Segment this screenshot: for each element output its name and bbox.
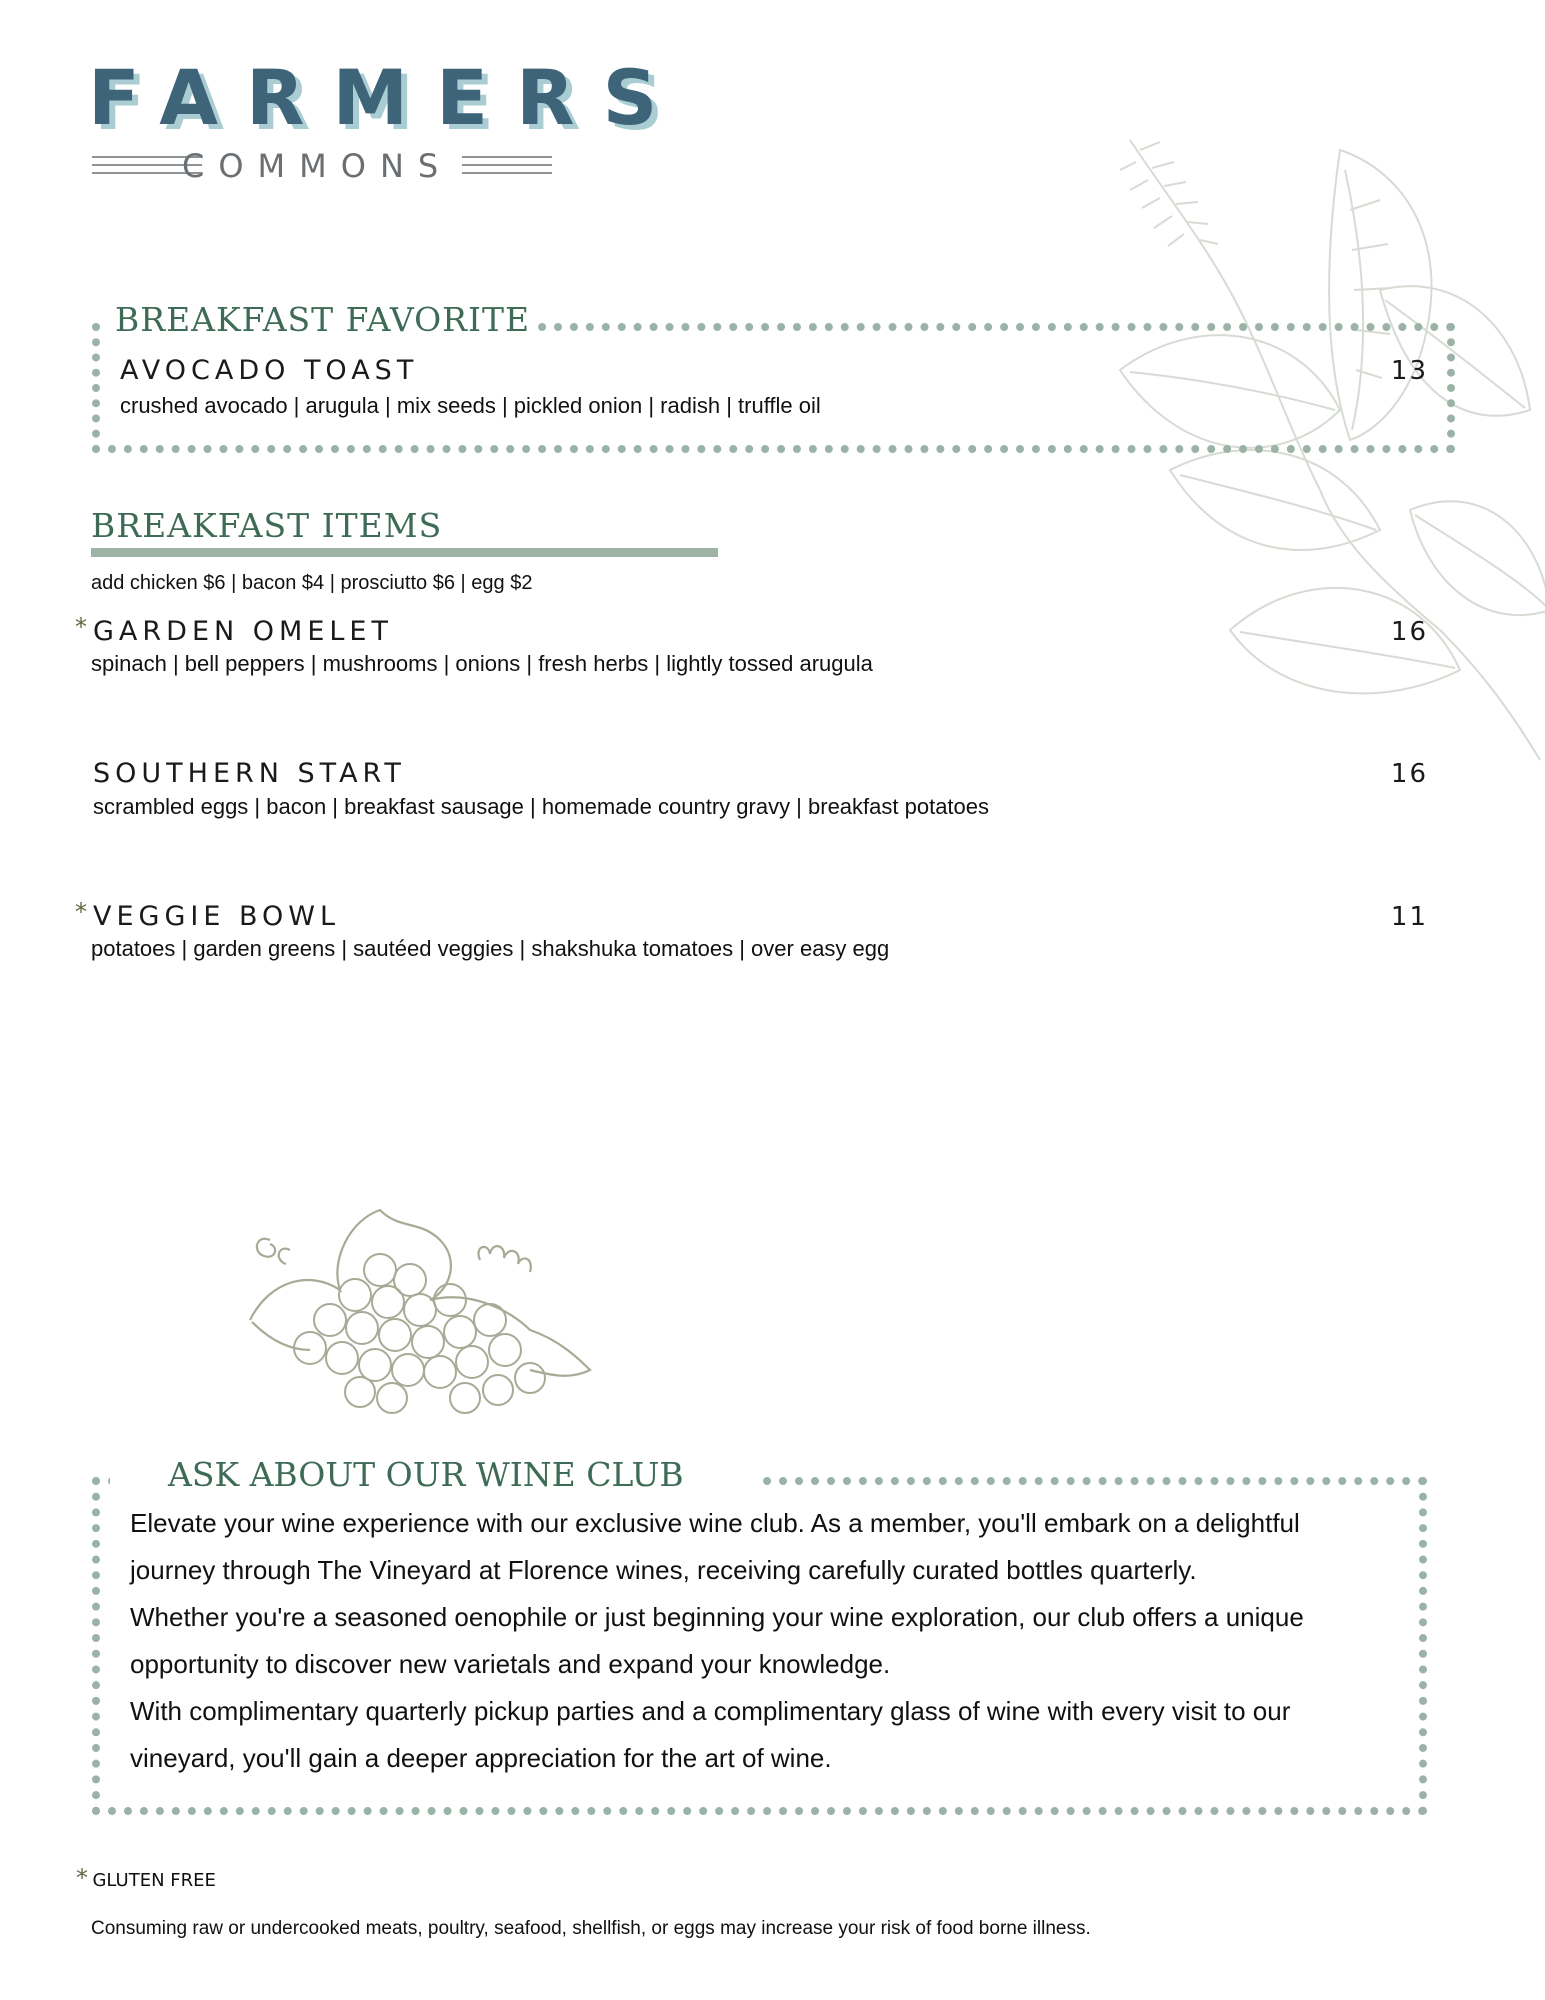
breakfast-items-underline bbox=[91, 548, 718, 557]
garden-omelet-description: spinach | bell peppers | mushrooms | onions | fresh herbs | lightly tossed arugula bbox=[91, 651, 873, 676]
gluten-free-star-icon: * bbox=[75, 898, 87, 926]
grape-cluster-illustration bbox=[230, 1200, 600, 1420]
wine-club-description bbox=[130, 1500, 1390, 1782]
veggie-bowl-price: 11 bbox=[1390, 902, 1428, 932]
food-safety-disclaimer: Consuming raw or undercooked meats, poultry, seafood, shellfish, or eggs may increase your risk of food borne illness. bbox=[91, 1918, 1091, 1939]
breakfast-items-heading: BREAKFAST ITEMS bbox=[91, 506, 443, 545]
gluten-free-label: GLUTEN FREE bbox=[92, 1870, 216, 1891]
avocado-toast-description: crushed avocado | arugula | mix seeds | pickled onion | radish | truffle oil bbox=[120, 393, 821, 418]
southern-start-description: scrambled eggs | bacon | breakfast sausage | homemade country gravy | breakfast potatoes bbox=[93, 794, 990, 819]
wine-club-line: opportunity to discover new varietals and expand your knowledge. bbox=[130, 1649, 891, 1679]
wine-club-line: vineyard, you'll gain a deeper appreciation for the art of wine. bbox=[130, 1743, 832, 1773]
logo-wordmark: FARMERS bbox=[88, 53, 686, 142]
gluten-free-star-icon: * bbox=[76, 1864, 88, 1892]
southern-start-name: SOUTHERN START bbox=[93, 758, 406, 789]
veggie-bowl-name: VEGGIE BOWL bbox=[93, 901, 341, 932]
logo-sub-text: COMMONS bbox=[182, 147, 453, 185]
gluten-free-legend bbox=[76, 1866, 216, 1891]
gluten-free-star-icon: * bbox=[75, 613, 87, 641]
wine-club-line: journey through The Vineyard at Florence wines, receiving carefully curated bottles quarterly. bbox=[130, 1555, 1197, 1585]
wine-club-line: With complimentary quarterly pickup parties and a complimentary glass of wine with every visit to our bbox=[130, 1696, 1291, 1726]
avocado-toast-price: 13 bbox=[1390, 356, 1428, 386]
veggie-bowl-description: potatoes | garden greens | sautéed veggies | shakshuka tomatoes | over easy egg bbox=[91, 936, 890, 961]
wine-club-heading: ASK ABOUT OUR WINE CLUB bbox=[168, 1455, 684, 1494]
wine-club-line: Whether you're a seasoned oenophile or just beginning your wine exploration, our club offers a unique bbox=[130, 1602, 1304, 1632]
wine-club-line: Elevate your wine experience with our exclusive wine club. As a member, you'll embark on a delightful bbox=[130, 1508, 1300, 1538]
logo-subtitle bbox=[92, 147, 547, 190]
favorite-box bbox=[92, 323, 1455, 453]
garden-omelet-price: 16 bbox=[1390, 617, 1428, 647]
avocado-toast-name: AVOCADO TOAST bbox=[120, 355, 419, 386]
addons-line: add chicken $6 | bacon $4 | prosciutto $6 | egg $2 bbox=[91, 572, 533, 594]
garden-omelet-name: GARDEN OMELET bbox=[93, 616, 393, 647]
southern-start-price: 16 bbox=[1390, 759, 1428, 789]
favorite-heading: BREAKFAST FAVORITE bbox=[115, 300, 531, 339]
